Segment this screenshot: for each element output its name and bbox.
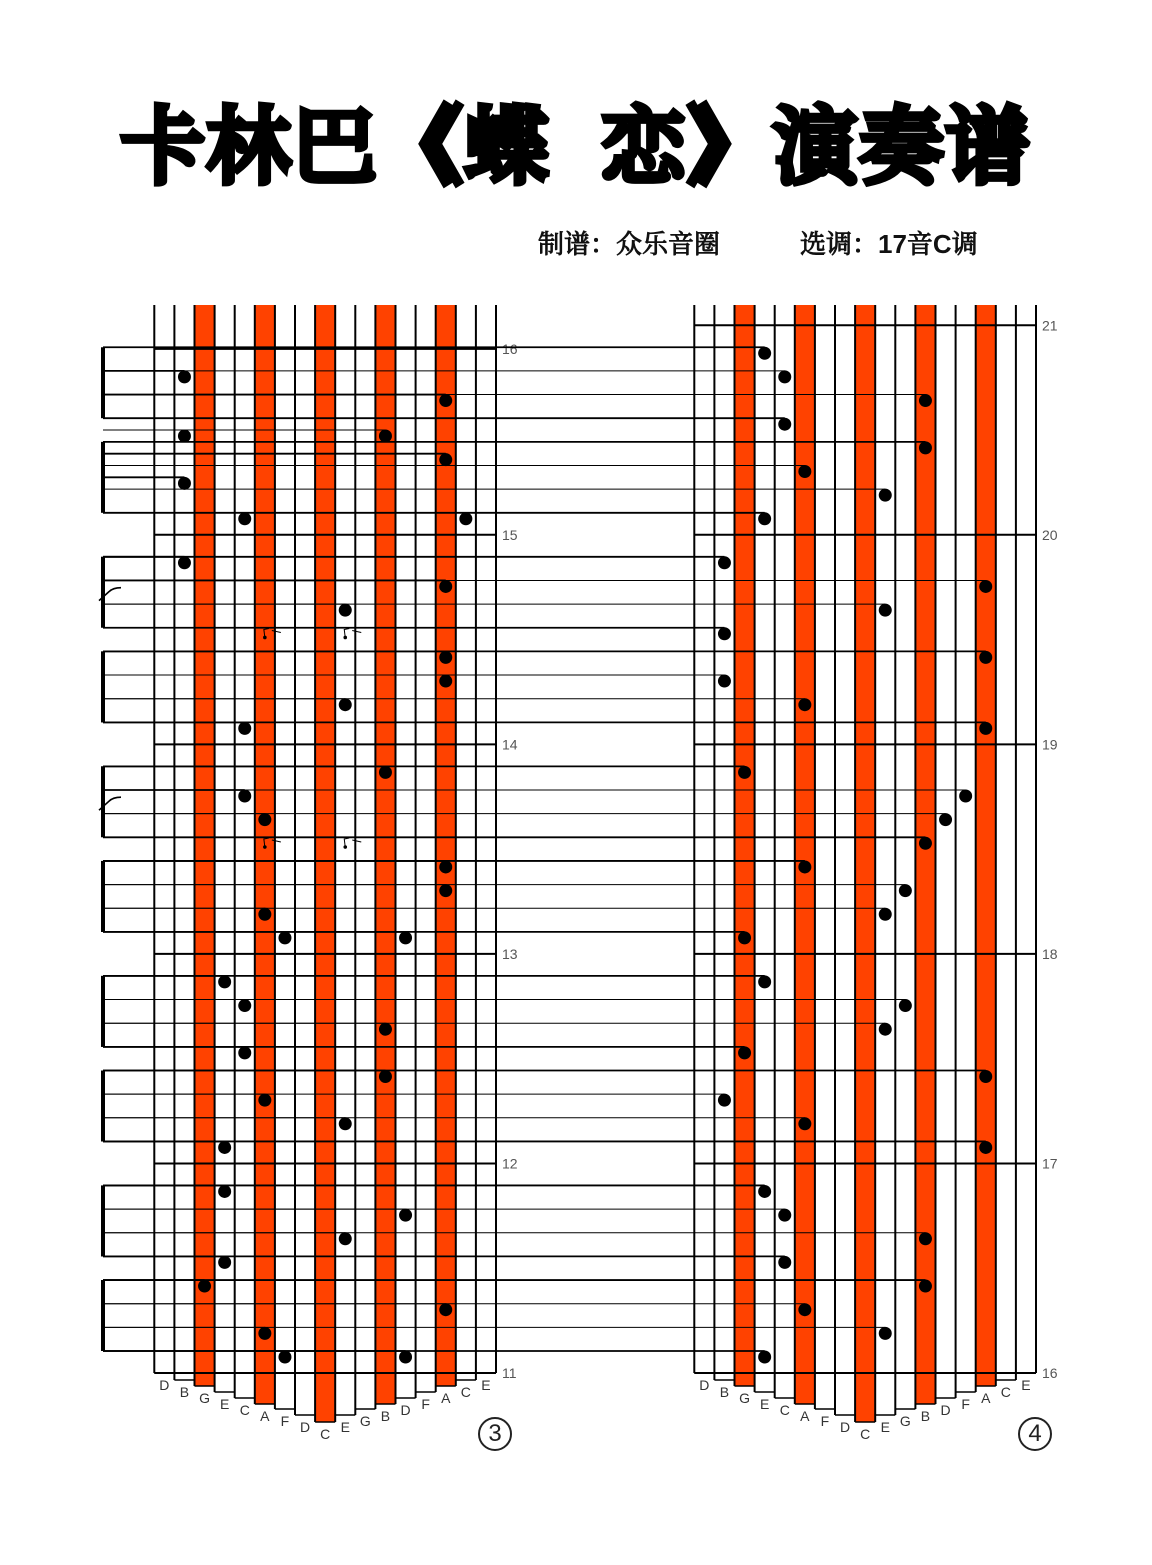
highlighted-tine: [855, 305, 875, 1422]
note-dot: [238, 1046, 251, 1059]
key-selection: 选调：17音C调: [800, 229, 978, 259]
tine: [396, 305, 416, 1398]
rhythm-beam: [101, 442, 105, 513]
tine: [714, 305, 734, 1380]
note-dot: [238, 722, 251, 735]
note-dot: [379, 430, 392, 443]
note-dot: [439, 884, 452, 897]
measure-number: 20: [1042, 526, 1058, 543]
note-dot: [399, 1351, 412, 1364]
note-dot: [798, 465, 811, 478]
page-number-4: 4: [1018, 1417, 1052, 1451]
key-label: D: [159, 1377, 170, 1393]
note-dot: [778, 370, 791, 383]
rhythm-beam: [101, 861, 105, 932]
rhythm-beam: [101, 766, 105, 837]
key-label: E: [340, 1419, 350, 1435]
note-dot: [919, 1280, 932, 1293]
note-dot: [919, 394, 932, 407]
note-dot: [178, 370, 191, 383]
note-dot: [879, 1327, 892, 1340]
measure-number: 18: [1042, 945, 1058, 962]
note-dot: [899, 999, 912, 1012]
measure-number: 19: [1042, 736, 1058, 753]
eighth-rest-dot: [343, 636, 347, 640]
note-dot: [919, 1232, 932, 1245]
note-dot: [879, 489, 892, 502]
note-dot: [439, 580, 452, 593]
key-label: G: [899, 1413, 911, 1429]
note-dot: [258, 813, 271, 826]
rhythm-beam: [101, 1280, 105, 1351]
note-dot: [718, 1094, 731, 1107]
tine: [335, 305, 355, 1415]
key-label: B: [719, 1384, 730, 1400]
note-dot: [379, 1070, 392, 1083]
measure-number: 12: [502, 1155, 518, 1172]
measure-number: 21: [1042, 317, 1058, 334]
page-title: 卡林巴《蝶 恋》演奏谱: [120, 100, 1032, 194]
key-label: F: [280, 1413, 290, 1429]
note-dot: [238, 790, 251, 803]
key-label: D: [839, 1419, 851, 1435]
note-dot: [979, 651, 992, 664]
key-label: E: [1021, 1377, 1031, 1393]
note-dot: [379, 766, 392, 779]
measure-number: 17: [1042, 1155, 1058, 1172]
key-label: E: [880, 1419, 890, 1435]
measure-number: 13: [502, 945, 518, 962]
rhythm-beam: [101, 347, 105, 418]
key-label: G: [199, 1390, 210, 1406]
note-dot: [979, 722, 992, 735]
note-dot: [258, 1094, 271, 1107]
note-dot: [919, 837, 932, 850]
note-dot: [758, 512, 771, 525]
key-label: B: [920, 1408, 931, 1424]
tine: [416, 305, 436, 1392]
tine: [235, 305, 255, 1398]
tine: [275, 305, 295, 1409]
key-label: A: [441, 1390, 451, 1406]
rhythm-beam: [101, 557, 105, 628]
note-dot: [798, 698, 811, 711]
note-dot: [399, 931, 412, 944]
note-dot: [879, 908, 892, 921]
key-label: E: [219, 1396, 230, 1412]
key-label: A: [800, 1408, 810, 1424]
key-label: D: [299, 1419, 311, 1435]
note-dot: [379, 1023, 392, 1036]
highlighted-tine: [436, 305, 456, 1386]
highlighted-tine: [976, 305, 996, 1386]
note-dot: [278, 1351, 291, 1364]
tine: [1016, 305, 1036, 1373]
rhythm-beam: [101, 651, 105, 722]
tine: [996, 305, 1016, 1380]
tine: [936, 305, 956, 1398]
note-dot: [879, 1023, 892, 1036]
tine: [215, 305, 235, 1392]
tine: [456, 305, 476, 1380]
note-dot: [718, 627, 731, 640]
key-label: E: [759, 1396, 770, 1412]
highlighted-tine: [315, 305, 335, 1422]
note-dot: [738, 766, 751, 779]
tine: [895, 305, 915, 1409]
note-dot: [218, 1141, 231, 1154]
tine: [956, 305, 976, 1392]
note-dot: [798, 1303, 811, 1316]
key-label: E: [481, 1377, 491, 1393]
key-label: F: [820, 1413, 830, 1429]
note-dot: [178, 477, 191, 490]
key-label: C: [860, 1426, 871, 1442]
note-dot: [979, 1070, 992, 1083]
note-dot: [198, 1280, 211, 1293]
tine: [755, 305, 775, 1392]
note-dot: [979, 580, 992, 593]
note-dot: [218, 975, 231, 988]
tine: [174, 305, 194, 1380]
note-dot: [939, 813, 952, 826]
note-dot: [218, 1256, 231, 1269]
key-label: B: [380, 1408, 391, 1424]
highlighted-tine: [735, 305, 755, 1386]
tine: [295, 305, 315, 1415]
measure-number: 11: [502, 1365, 517, 1381]
note-dot: [979, 1141, 992, 1154]
key-label: A: [260, 1408, 270, 1424]
note-dot: [238, 999, 251, 1012]
rhythm-beam: [101, 976, 105, 1047]
note-dot: [738, 1046, 751, 1059]
highlighted-tine: [195, 305, 215, 1386]
note-dot: [459, 512, 472, 525]
note-dot: [339, 698, 352, 711]
note-dot: [258, 1327, 271, 1340]
note-dot: [178, 556, 191, 569]
note-dot: [718, 556, 731, 569]
key-label: C: [239, 1402, 250, 1418]
note-dot: [778, 1209, 791, 1222]
note-dot: [778, 418, 791, 431]
key-label: C: [320, 1426, 331, 1442]
note-dot: [339, 1117, 352, 1130]
note-dot: [339, 604, 352, 617]
tine: [875, 305, 895, 1415]
note-dot: [778, 1256, 791, 1269]
note-dot: [439, 675, 452, 688]
note-dot: [738, 931, 751, 944]
note-dot: [798, 860, 811, 873]
key-label: G: [739, 1390, 750, 1406]
measure-number: 16: [1042, 1365, 1058, 1381]
note-dot: [919, 441, 932, 454]
key-label: F: [421, 1396, 430, 1412]
highlighted-tine: [375, 305, 395, 1404]
note-dot: [278, 931, 291, 944]
note-dot: [399, 1209, 412, 1222]
note-dot: [758, 1351, 771, 1364]
tine: [835, 305, 855, 1415]
key-label: B: [179, 1384, 190, 1400]
measure-number: 15: [502, 526, 518, 543]
eighth-rest-dot: [343, 845, 347, 849]
highlighted-tine: [255, 305, 275, 1404]
note-dot: [439, 860, 452, 873]
note-dot: [758, 1185, 771, 1198]
page-number-3: 3: [478, 1417, 512, 1451]
key-label: C: [779, 1402, 790, 1418]
key-label: F: [961, 1396, 970, 1412]
tine: [775, 305, 795, 1398]
tine: [815, 305, 835, 1409]
note-dot: [758, 347, 771, 360]
note-dot: [439, 453, 452, 466]
note-dot: [959, 790, 972, 803]
rhythm-beam: [101, 1185, 105, 1256]
note-dot: [718, 675, 731, 688]
note-dot: [899, 884, 912, 897]
key-label: D: [699, 1377, 710, 1393]
measure-number: 14: [502, 736, 518, 753]
key-label: D: [940, 1402, 951, 1418]
eighth-rest-dot: [263, 845, 267, 849]
note-dot: [798, 1117, 811, 1130]
arranger-credit: 制谱：众乐音圈: [538, 229, 721, 259]
key-label: C: [1000, 1384, 1011, 1400]
note-dot: [439, 394, 452, 407]
note-dot: [178, 430, 191, 443]
key-label: A: [981, 1390, 991, 1406]
note-dot: [218, 1185, 231, 1198]
note-dot: [339, 1232, 352, 1245]
measure-number: 16: [502, 340, 518, 357]
key-label: G: [359, 1413, 371, 1429]
eighth-rest-dot: [263, 636, 267, 640]
note-dot: [439, 1303, 452, 1316]
note-dot: [758, 975, 771, 988]
note-dot: [238, 512, 251, 525]
note-dot: [258, 908, 271, 921]
note-dot: [439, 651, 452, 664]
key-label: D: [400, 1402, 411, 1418]
key-label: C: [460, 1384, 471, 1400]
rhythm-beam: [101, 1071, 105, 1142]
note-dot: [879, 604, 892, 617]
tine: [355, 305, 375, 1409]
